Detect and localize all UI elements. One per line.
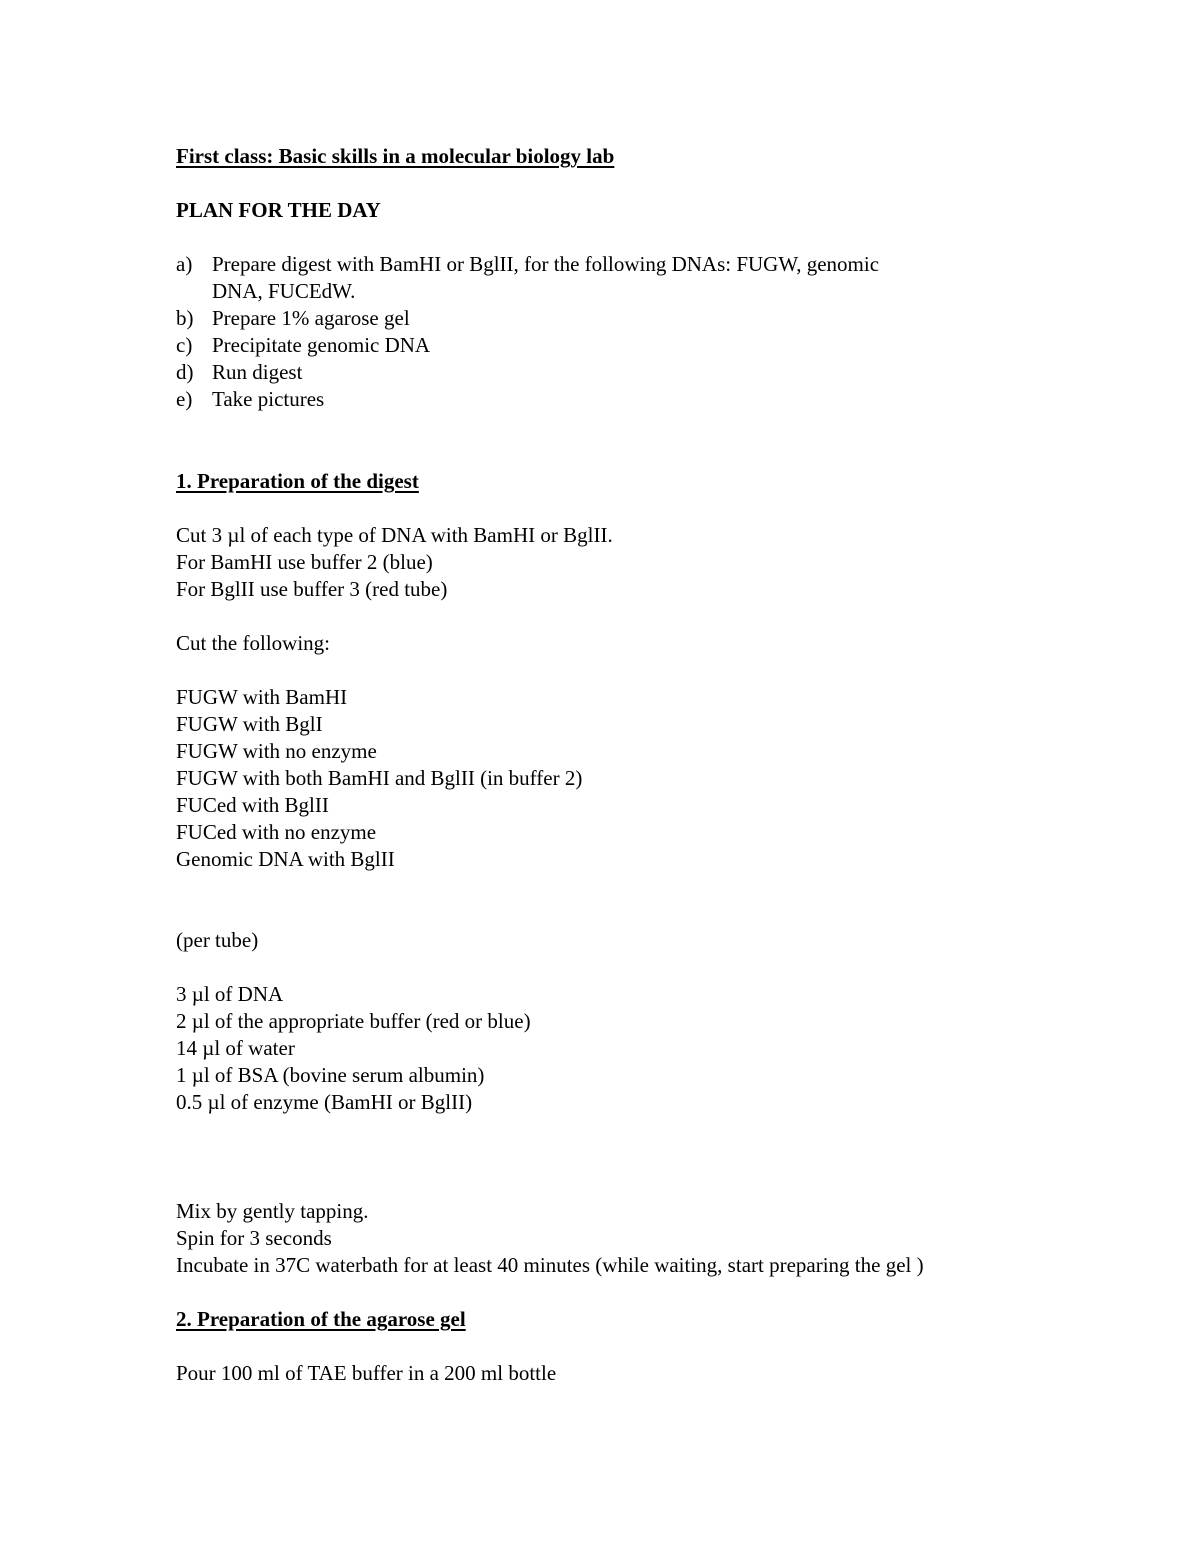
step-line: Incubate in 37C waterbath for at least 40 minutes (while waiting, start preparing the gel ) <box>176 1253 924 1277</box>
list-item: 2 µl of the appropriate buffer (red or blue) <box>176 1009 531 1033</box>
list-marker: b) <box>176 306 194 330</box>
step-line: Mix by gently tapping. <box>176 1199 369 1223</box>
intro-line: For BamHI use buffer 2 (blue) <box>176 550 433 574</box>
step-line: Spin for 3 seconds <box>176 1226 332 1250</box>
list-item: 1 µl of BSA (bovine serum albumin) <box>176 1063 485 1087</box>
list-item: FUGW with BglI <box>176 712 323 736</box>
plan-item-text: Run digest <box>212 360 303 384</box>
list-item: 0.5 µl of enzyme (BamHI or BglII) <box>176 1090 473 1114</box>
list-marker: e) <box>176 387 193 411</box>
document-title: First class: Basic skills in a molecular biology lab <box>176 144 615 168</box>
section1-heading: 1. Preparation of the digest <box>176 469 419 493</box>
plan-item-text: Take pictures <box>212 387 325 411</box>
list-item: FUCed with no enzyme <box>176 820 377 844</box>
list-marker: c) <box>176 333 193 357</box>
section2-heading: 2. Preparation of the agarose gel <box>176 1307 466 1331</box>
list-item: 14 µl of water <box>176 1036 295 1060</box>
list-item: FUCed with BglII <box>176 793 329 817</box>
plan-heading: PLAN FOR THE DAY <box>176 198 381 222</box>
list-item: FUGW with both BamHI and BglII (in buffer 2) <box>176 766 583 790</box>
intro-line: For BglII use buffer 3 (red tube) <box>176 577 448 601</box>
list-item: Genomic DNA with BglII <box>176 847 395 871</box>
plan-item-text: Precipitate genomic DNA <box>212 333 431 357</box>
cut-label: Cut the following: <box>176 631 330 655</box>
list-marker: a) <box>176 252 193 276</box>
list-item: FUGW with no enzyme <box>176 739 377 763</box>
plan-item-text: Prepare digest with BamHI or BglII, for the following DNAs: FUGW, genomic <box>212 252 880 276</box>
intro-line: Cut 3 µl of each type of DNA with BamHI or BglII. <box>176 523 613 547</box>
section2-text: Pour 100 ml of TAE buffer in a 200 ml bottle <box>176 1361 557 1385</box>
list-item: 3 µl of DNA <box>176 982 284 1006</box>
list-marker: d) <box>176 360 194 384</box>
per-tube-label: (per tube) <box>176 928 259 952</box>
plan-item-text: DNA, FUCEdW. <box>212 279 356 303</box>
list-item: FUGW with BamHI <box>176 685 348 709</box>
plan-item-text: Prepare 1% agarose gel <box>212 306 410 330</box>
